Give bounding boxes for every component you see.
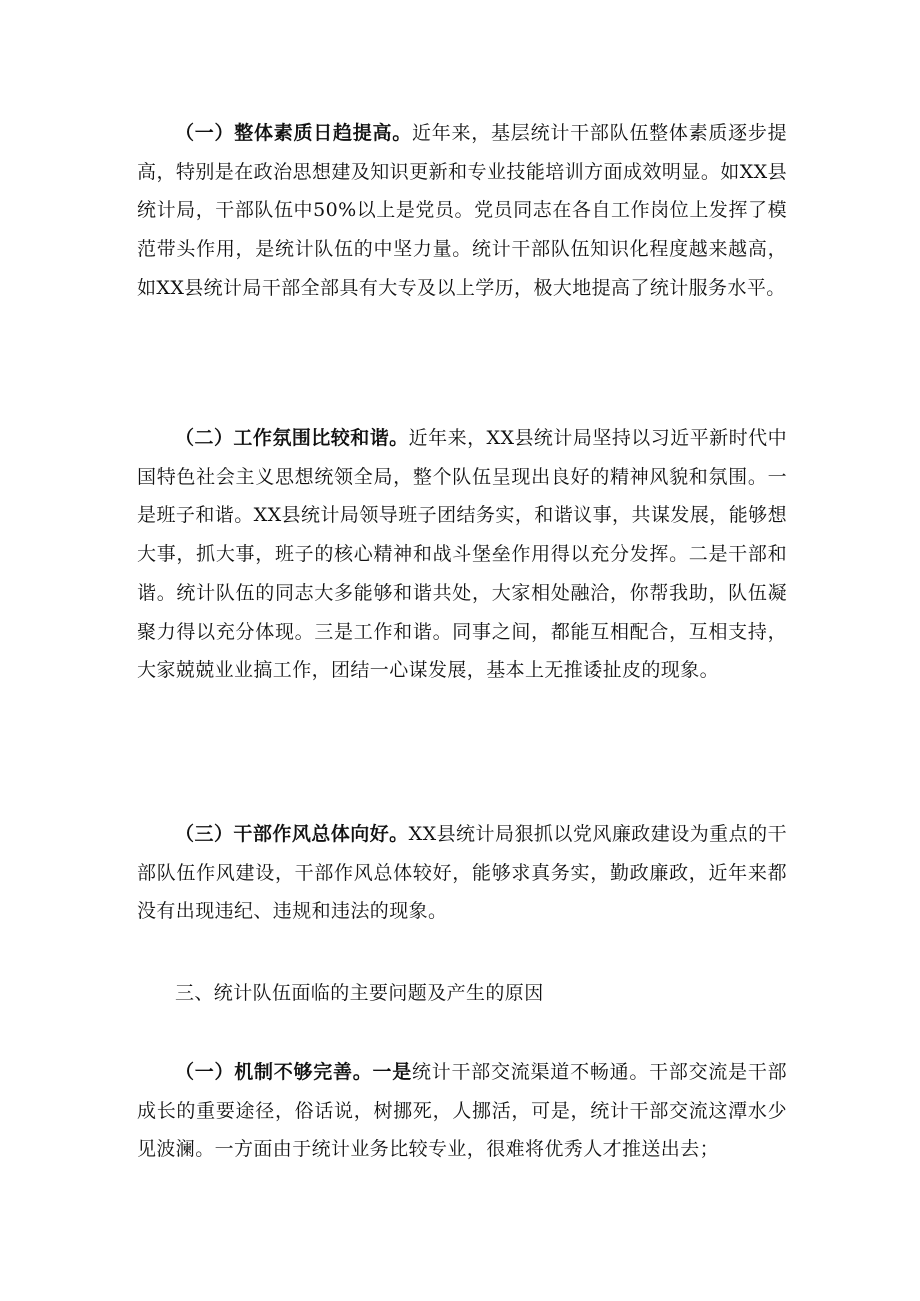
paragraph-overall-quality bbox=[137, 114, 787, 308]
paragraph-body: 近年来，XX县统计局坚持以习近平新时代中国特色社会主义思想统领全局，整个队伍呈现出良好的精神风貌和氛围。一是班子和谐。XX县统计局领导班子团结务实，和谐议事，共谋发展，能够想大事，抓大事，班子的核心精神和战斗堡垒作用得以充分发挥。二是干部和谐。统计队伍的同志大多能够和谐共处，大家相处融洽，你帮我助，队伍凝聚力得以充分体现。三是工作和谐。同事之间，都能互相配合，互相支持，大家兢兢业业搞工作，团结一心谋发展，基本上无推诿扯皮的现象。 bbox=[137, 427, 787, 682]
paragraph-heading: （一）整体素质日趋提高。 bbox=[175, 122, 413, 144]
paragraph-lead: 一是 bbox=[372, 1061, 413, 1083]
paragraph-heading: （三）干部作风总体向好。 bbox=[175, 823, 409, 845]
paragraph-heading: （一）机制不够完善。 bbox=[175, 1061, 373, 1083]
section-heading-main-problems bbox=[137, 974, 787, 1013]
paragraph-body: 统计干部交流渠道不畅通。干部交流是干部成长的重要途径，俗话说，树挪死，人挪活，可是，统计干部交流这潭水少见波澜。一方面由于统计业务比较专业，很难将优秀人才推送出去； bbox=[137, 1061, 787, 1161]
paragraph-body: 近年来，基层统计干部队伍整体素质逐步提高，特别是在政治思想建及知识更新和专业技能培训方面成效明显。如XX县统计局，干部队伍中50%以上是党员。党员同志在各自工作岗位上发挥了模范带头作用，是统计队伍的中坚力量。统计干部队伍知识化程度越来越高，如XX县统计局干部全部具有大专及以上学历，极大地提高了统计服务水平。 bbox=[137, 122, 787, 299]
paragraph-work-atmosphere bbox=[137, 419, 787, 690]
paragraph-heading: （二）工作氛围比较和谐。 bbox=[175, 427, 409, 449]
paragraph-mechanism bbox=[137, 1053, 787, 1169]
section-heading-text: 三、统计队伍面临的主要问题及产生的原因 bbox=[175, 982, 544, 1004]
paragraph-cadre-style bbox=[137, 815, 787, 931]
paragraph-body: XX县统计局狠抓以党风廉政建设为重点的干部队伍作风建设，干部作风总体较好，能够求真务实，勤政廉政，近年来都没有出现违纪、违规和违法的现象。 bbox=[137, 823, 787, 923]
